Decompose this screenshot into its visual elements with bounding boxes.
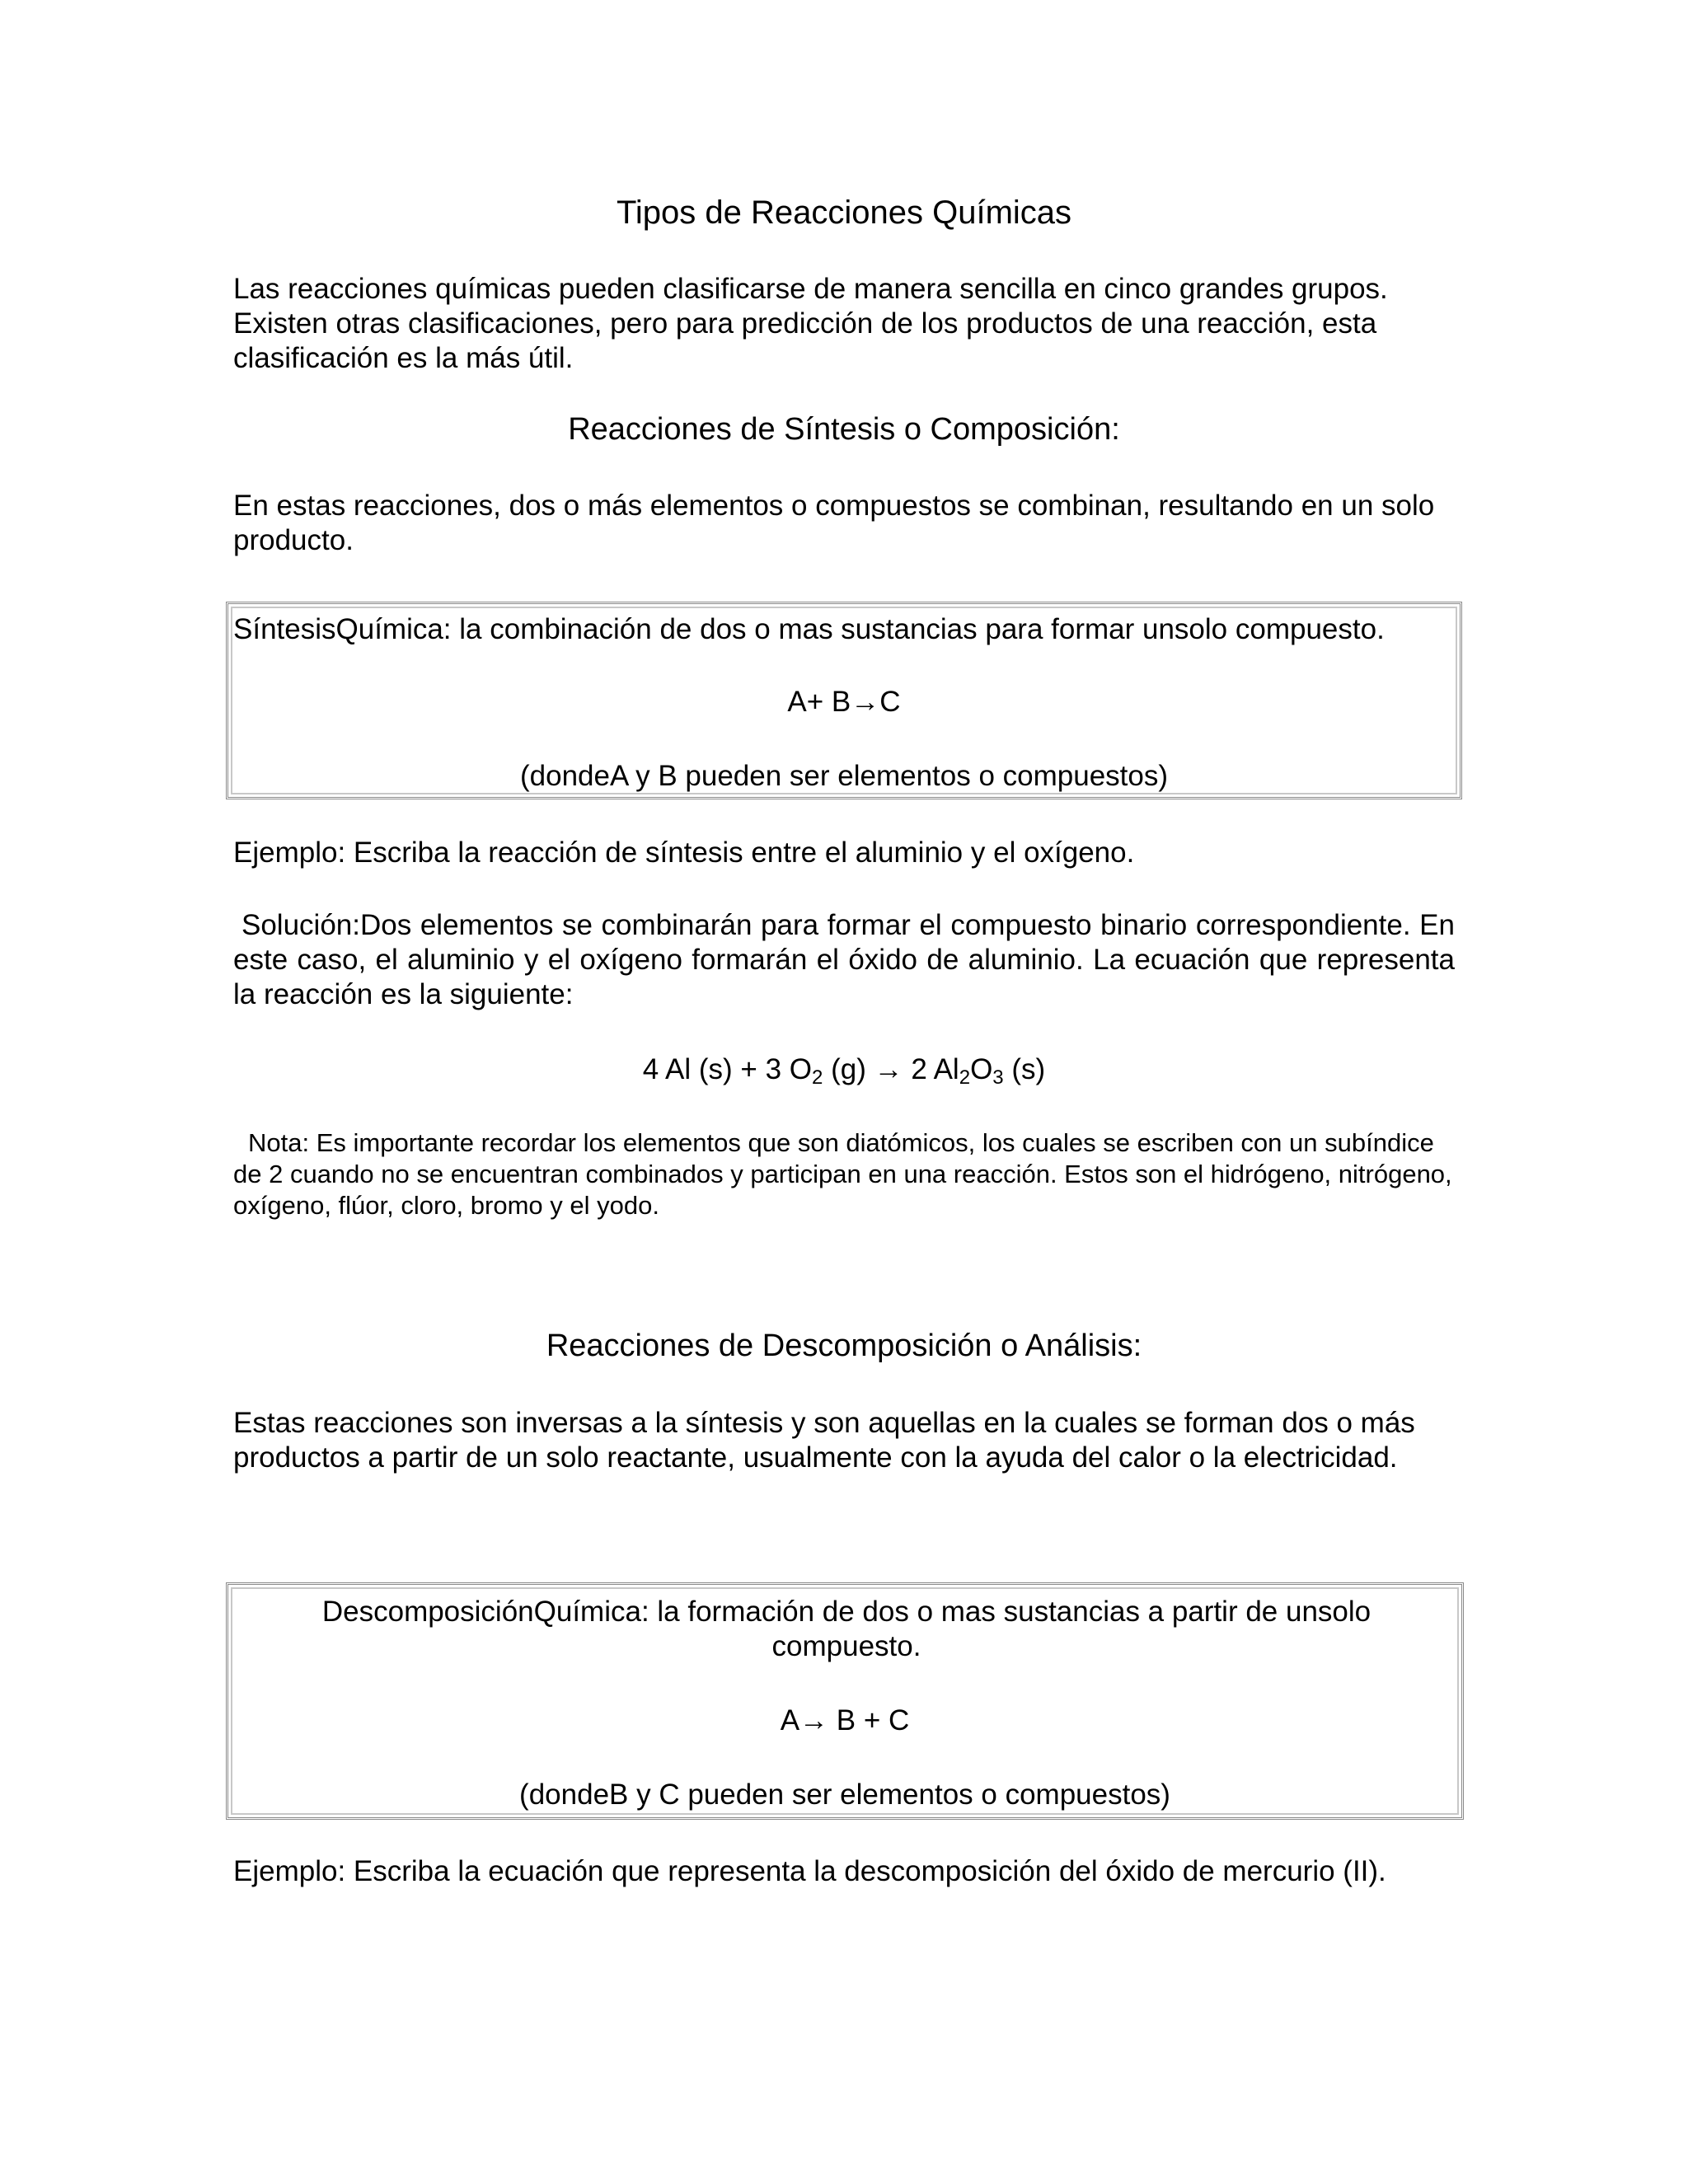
decomposition-example: Ejemplo: Escriba la ecuación que representa la descomposición del óxido de mercurio (II). xyxy=(233,1855,1386,1887)
decomposition-description: Estas reacciones son inversas a la síntesis y son aquellas en la cuales se forman dos o más productos a partir de un solo reactante, usualmente con la ayuda del calor o la electricidad. xyxy=(233,1407,1415,1474)
diatomic-note: Nota: Es importante recordar los elementos que son diatómicos, los cuales se escriben con un subíndice de 2 cuando no se encuentran combinados y participan en una reacción. Estos son el hidrógeno, nitrógeno, oxígeno, flúor, cloro, bromo y el yodo. xyxy=(233,1128,1452,1220)
synthesis-example: Ejemplo: Escriba la reacción de síntesis entre el aluminio y el oxígeno. xyxy=(233,837,1135,869)
synthesis-box-note: (dondeA y B pueden ser elementos o compuestos) xyxy=(519,760,1169,792)
decomposition-heading: Reacciones de Descomposición o Análisis: xyxy=(546,1329,1142,1363)
synthesis-definition: SíntesisQuímica: la combinación de dos o mas sustancias para formar unsolo compuesto. xyxy=(233,613,1385,645)
aluminum-oxide-equation xyxy=(233,1053,1455,1089)
equation-part: O xyxy=(970,1053,993,1085)
equation-subscript: 3 xyxy=(992,1066,1004,1089)
decomposition-definition-box xyxy=(226,1582,1464,1820)
synthesis-solution: Solución:Dos elementos se combinarán para formar el compuesto binario correspondiente. En este caso, el aluminio y el oxígeno formarán el óxido de aluminio. La ecuación que representa la reacción es la siguiente: xyxy=(233,909,1455,1010)
decomposition-definition: DescomposiciónQuímica: la formación de dos o mas sustancias a partir de unsolo compuesto. xyxy=(321,1596,1372,1662)
synthesis-definition-box xyxy=(226,602,1462,799)
equation-part: (g) → 2 Al xyxy=(823,1053,959,1085)
synthesis-general-equation: A+ B→C xyxy=(787,686,901,718)
intro-paragraph: Las reacciones químicas pueden clasificarse de manera sencilla en cinco grandes grupos. Existen otras clasificaciones, pero para predicción de los productos de una reacción, esta clasificación es la más útil. xyxy=(233,273,1388,374)
equation-part: 4 Al (s) + 3 O xyxy=(642,1053,813,1085)
synthesis-description: En estas reacciones, dos o más elementos o compuestos se combinan, resultando en un solo producto. xyxy=(233,490,1435,556)
decomposition-general-equation: A→ B + C xyxy=(780,1704,910,1736)
synthesis-heading: Reacciones de Síntesis o Composición: xyxy=(568,412,1120,447)
equation-subscript: 2 xyxy=(959,1066,971,1089)
page-title: Tipos de Reacciones Químicas xyxy=(616,194,1072,231)
equation-subscript: 2 xyxy=(812,1066,823,1089)
equation-part: (s) xyxy=(1003,1053,1046,1085)
decomposition-box-note: (dondeB y C pueden ser elementos o compuestos) xyxy=(519,1779,1170,1811)
